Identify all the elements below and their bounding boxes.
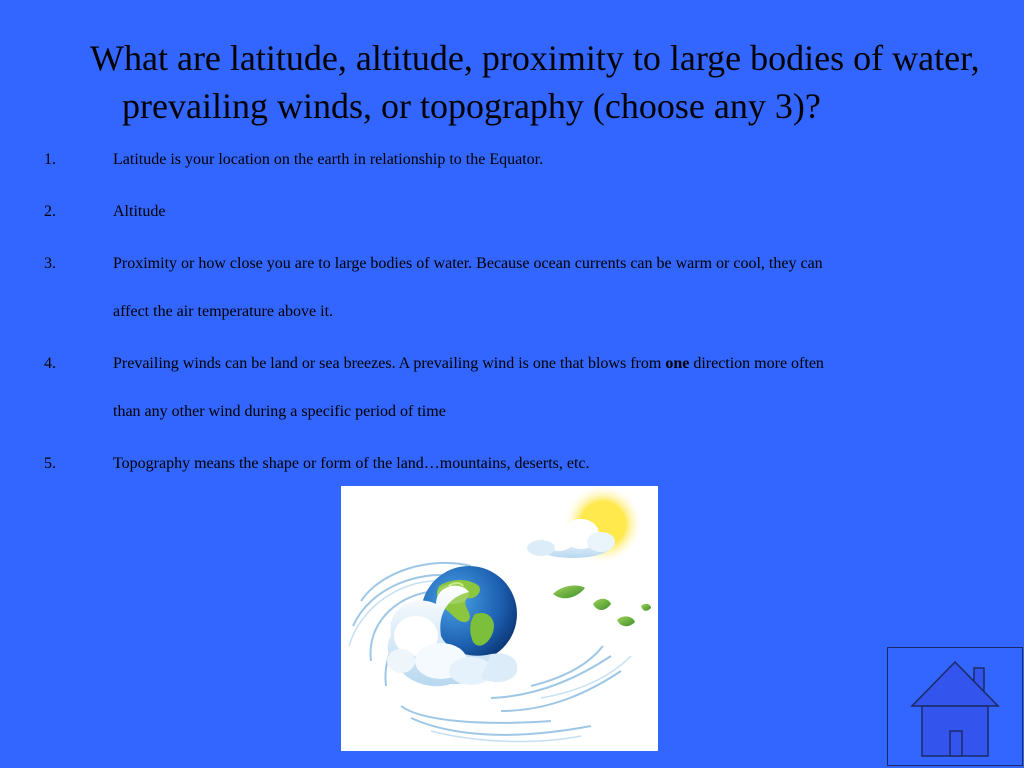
slide-title: What are latitude, altitude, proximity to large bodies of water, prevailing winds, or topography (choose any 3)? [90,38,980,126]
text-run: direction more often [689,355,824,372]
list-item [44,198,1010,226]
earth-wind-weather-icon [341,486,658,751]
emphasis-text: one [665,355,690,372]
list-item-text [113,250,1010,326]
home-icon [888,648,1022,765]
list-item-line: Proximity or how close you are to large bodies of water. Because ocean currents can be warm or cool, they can [113,255,823,272]
text-run: than any other wind during a specific period of time [113,403,446,420]
leaves [553,586,651,627]
home-button[interactable] [887,647,1023,766]
list-item [44,450,1010,478]
earth-wind-illustration [341,486,658,751]
list-item-text [113,450,1010,478]
list-item-line [113,350,1010,378]
list-item-line: Altitude [113,203,166,220]
list-item-line [113,398,1010,426]
list-item [44,350,1010,426]
list-item-line: Topography means the shape or form of the land…mountains, deserts, etc. [113,455,590,472]
list-item-line: Latitude is your location on the earth in relationship to the Equator. [113,151,544,168]
text-run: Prevailing winds can be land or sea breezes. A prevailing wind is one that blows from [113,355,666,372]
list-item-number: 2. [44,203,56,220]
list-item [44,250,1010,326]
list-item-line: affect the air temperature above it. [113,303,334,320]
list-item-number: 4. [44,355,56,372]
list-item-text [113,146,1010,174]
list-item-number: 5. [44,455,56,472]
list-item-number: 1. [44,151,56,168]
answer-list [44,146,1010,502]
list-item-text [113,350,1010,426]
list-item-number: 3. [44,255,56,272]
list-item [44,146,1010,174]
list-item-text [113,198,1010,226]
